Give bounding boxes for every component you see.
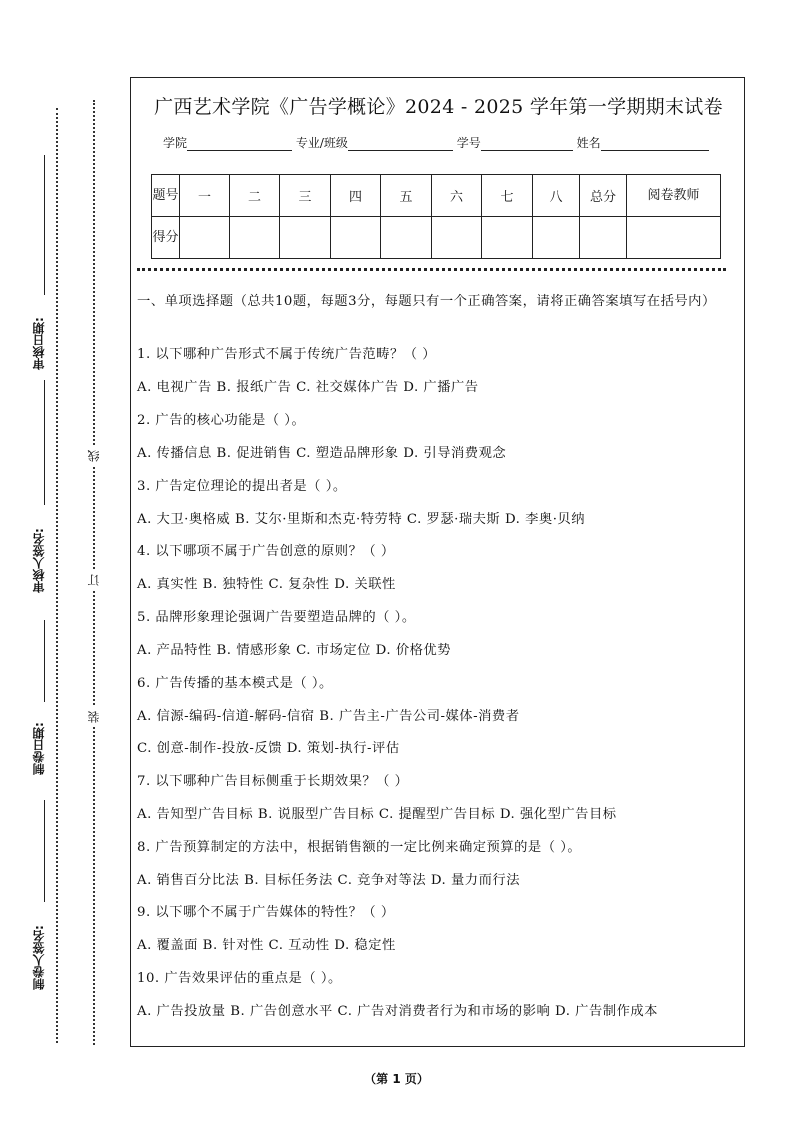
- options-3: A. 大卫·奥格威 B. 艾尔·里斯和杰克·特劳特 C. 罗瑟·瑞夫斯 D. 李奥·贝纳: [137, 512, 586, 527]
- col-header: 八: [533, 175, 580, 217]
- major-class-label: 专业/班级: [295, 136, 348, 150]
- section-heading: 一、单项选择题（总共10题，每题3分，每题只有一个正确答案，请将正确答案填写在括号内）: [137, 294, 716, 309]
- question-3: 3. 广告定位理论的提出者是（ ）。: [137, 479, 347, 494]
- student-id-label: 学号: [456, 136, 481, 150]
- options-5: A. 产品特性 B. 情感形象 C. 市场定位 D. 价格优势: [137, 643, 452, 658]
- question-5: 5. 品牌形象理论强调广告要塑造品牌的（ ）。: [137, 610, 416, 625]
- options-8: A. 销售百分比法 B. 目标任务法 C. 竞争对等法 D. 量力而行法: [137, 873, 520, 888]
- question-2: 2. 广告的核心功能是（ ）。: [137, 413, 306, 428]
- reviewer-signature-label: 审核人签名:: [32, 528, 46, 593]
- reviewer-signature-line: [44, 380, 45, 505]
- score-table: [151, 174, 721, 259]
- score-cell[interactable]: [432, 217, 482, 259]
- options-4: A. 真实性 B. 独特性 C. 复杂性 D. 关联性: [137, 577, 396, 592]
- col-header: 五: [381, 175, 432, 217]
- author-signature-label: 制卷人签名:: [32, 925, 46, 990]
- score-cell[interactable]: [533, 217, 580, 259]
- binding-mark-line: 线: [86, 446, 102, 466]
- question-1: 1. 以下哪种广告形式不属于传统广告范畴？（ ）: [137, 347, 437, 362]
- options-1: A. 电视广告 B. 报纸广告 C. 社交媒体广告 D. 广播广告: [137, 380, 479, 395]
- score-cell-grader[interactable]: [627, 217, 721, 259]
- question-no-header: 题号: [152, 175, 180, 217]
- score-cell[interactable]: [180, 217, 230, 259]
- college-field[interactable]: [187, 138, 292, 151]
- col-header-grader: 阅卷教师: [627, 175, 721, 217]
- options-6a: A. 信源-编码-信道-解码-信宿 B. 广告主-广告公司-媒体-消费者: [137, 709, 520, 724]
- col-header-total: 总分: [580, 175, 627, 217]
- options-7: A. 告知型广告目标 B. 说服型广告目标 C. 提醒型广告目标 D. 强化型广告目标: [137, 807, 617, 822]
- score-cell[interactable]: [230, 217, 280, 259]
- binding-mark-bind: 装: [86, 707, 102, 727]
- student-info-row: [163, 134, 709, 151]
- major-class-field[interactable]: [348, 138, 453, 151]
- options-2: A. 传播信息 B. 促进销售 C. 塑造品牌形象 D. 引导消费观念: [137, 446, 507, 461]
- dotted-separator: [137, 268, 726, 271]
- score-cell[interactable]: [482, 217, 533, 259]
- author-date-line: [44, 620, 45, 702]
- col-header: 三: [280, 175, 331, 217]
- score-cell[interactable]: [331, 217, 381, 259]
- name-field[interactable]: [601, 138, 709, 151]
- student-id-field[interactable]: [481, 138, 573, 151]
- review-date-label: 审核日期:: [32, 317, 46, 370]
- score-row-header: 得分: [152, 217, 180, 259]
- question-4: 4. 以下哪项不属于广告创意的原则？（ ）: [137, 544, 395, 559]
- col-header: 七: [482, 175, 533, 217]
- author-date-label: 制卷日期:: [32, 722, 46, 775]
- options-9: A. 覆盖面 B. 针对性 C. 互动性 D. 稳定性: [137, 938, 396, 953]
- left-dotted-line: [56, 108, 58, 1043]
- score-cell-total[interactable]: [580, 217, 627, 259]
- options-6b: C. 创意-制作-投放-反馈 D. 策划-执行-评估: [137, 741, 400, 756]
- name-label: 姓名: [576, 136, 601, 150]
- options-10: A. 广告投放量 B. 广告创意水平 C. 广告对消费者行为和市场的影响 D. 广告制作成本: [137, 1004, 658, 1019]
- question-10: 10. 广告效果评估的重点是（ ）。: [137, 971, 342, 986]
- score-cell[interactable]: [381, 217, 432, 259]
- binding-mark-staple: 订: [86, 570, 102, 590]
- col-header: 六: [432, 175, 482, 217]
- col-header: 一: [180, 175, 230, 217]
- question-9: 9. 以下哪个不属于广告媒体的特性？（ ）: [137, 905, 395, 920]
- author-signature-line: [44, 800, 45, 902]
- exam-title: 广西艺术学院《广告学概论》2024 - 2025 学年第一学期期末试卷: [154, 96, 723, 118]
- col-header: 二: [230, 175, 280, 217]
- question-7: 7. 以下哪种广告目标侧重于长期效果？（ ）: [137, 774, 409, 789]
- question-6: 6. 广告传播的基本模式是（ ）。: [137, 676, 333, 691]
- college-label: 学院: [163, 136, 188, 150]
- review-date-line: [44, 155, 45, 295]
- col-header: 四: [331, 175, 381, 217]
- exam-frame: [130, 77, 745, 1047]
- score-cell[interactable]: [280, 217, 331, 259]
- page-number: （第 1 页）: [364, 1072, 429, 1086]
- question-8: 8. 广告预算制定的方法中，根据销售额的一定比例来确定预算的是（ ）。: [137, 840, 582, 855]
